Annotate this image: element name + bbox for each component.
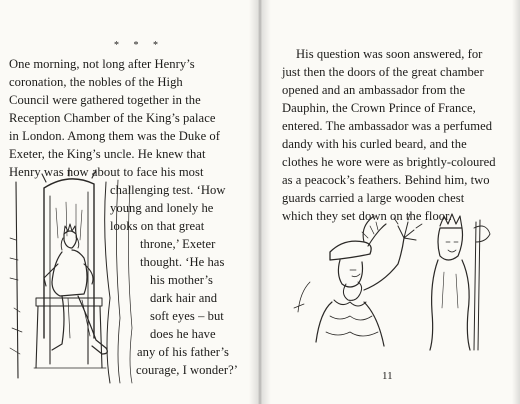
text-line: dark hair and <box>150 291 218 305</box>
text-line: coronation, the nobles of the High <box>9 75 183 89</box>
page-number: 11 <box>382 370 393 382</box>
text-line: any of his father’s <box>137 345 229 359</box>
text-line: dandy with his curled beard, and the <box>282 137 467 151</box>
text-line: Reception Chamber of the King’s palace <box>9 111 216 125</box>
text-line: challenging test. ‘How <box>110 183 226 197</box>
text-line: young and lonely he <box>110 201 214 215</box>
text-line: Henry was now about to face his most <box>9 165 204 179</box>
text-line: in London. Among them was the Duke of <box>9 129 221 143</box>
text-line: His question was soon answered, for <box>296 47 483 61</box>
text-line: Exeter, the King’s uncle. He knew that <box>9 147 206 161</box>
left-page <box>0 0 258 404</box>
text-line: Dauphin, the Crown Prince of France, <box>282 101 476 115</box>
text-line: entered. The ambassador was a perfumed <box>282 119 493 133</box>
text-line: opened and an ambassador from the <box>282 83 466 97</box>
section-ornament: * * * <box>114 40 164 51</box>
king-on-throne-illustration <box>6 178 146 388</box>
text-line: as a peacock’s feathers. Behind him, two <box>282 173 490 187</box>
text-line: thought. ‘He has <box>140 255 225 269</box>
text-line: throne,’ Exeter <box>140 237 216 251</box>
text-line: Council were gathered together in the <box>9 93 201 107</box>
text-line: clothes he wore were as brightly-coloured <box>282 155 496 169</box>
text-line: soft eyes – but <box>150 309 224 323</box>
text-line: courage, I wonder?’ <box>136 363 238 377</box>
ambassador-illustration <box>290 212 500 352</box>
text-line: does he have <box>150 327 216 341</box>
text-line: just then the doors of the great chamber <box>282 65 484 79</box>
text-line: looks on that great <box>110 219 205 233</box>
text-line: One morning, not long after Henry’s <box>9 57 195 71</box>
text-line: guards carried a large wooden chest <box>282 191 465 205</box>
text-line: his mother’s <box>150 273 213 287</box>
text-line: which they set down on the floor. <box>282 209 452 223</box>
